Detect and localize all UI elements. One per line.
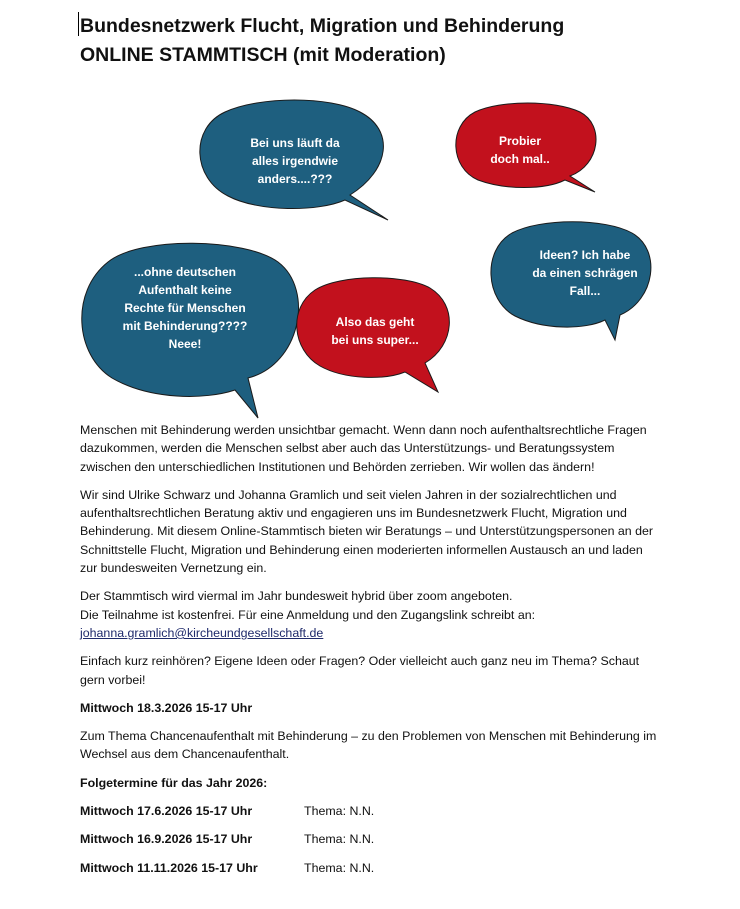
- bubble-1-line: alles irgendwie: [251, 154, 339, 168]
- paragraph-intro: Menschen mit Behinderung werden unsichtbar gemacht. Wenn dann noch aufenthaltsrechtliche Fragen dazukommen, werden die Menschen selbst aber auch das Unterstützungs- und Beratungssystem zwischen den unterschiedlichen Institutionen und Behörden zerrieben. Wir wollen das ändern!: [80, 423, 647, 474]
- bubble-3-text: [515, 246, 655, 300]
- email-link[interactable]: johanna.gramlich@kircheundgesellschaft.de: [80, 625, 324, 640]
- bubble-3-line: Fall...: [569, 284, 601, 298]
- paragraph-about: Wir sind Ulrike Schwarz und Johanna Gramlich und seit vielen Jahren in der sozialrechtlichen und aufenthaltsrechtlichen Beratung aktiv und engagieren uns im Bundesnetzwerk Flucht, Migration und Behinderung. Mit diesem Online-Stammtisch bieten wir Beratungs – und Unterstützungspersonen an der Schnittstelle Flucht, Migration und Behinderung einen moderierten informellen Austausch an und laden zur bundesweiten Vernetzung ein.: [80, 487, 654, 576]
- bubble-3-line: da einen schrägen: [532, 266, 638, 280]
- follow-topic: Thema: N.N.: [304, 804, 375, 819]
- paragraph-invite: Einfach kurz reinhören? Eigene Ideen oder Fragen? Oder vielleicht auch ganz neu im Thema? Schaut gern vorbei!: [80, 654, 640, 687]
- bubble-4-line: ...ohne deutschen: [133, 265, 236, 279]
- bubble-4-line: Rechte für Menschen: [124, 301, 246, 315]
- follow-date: Mittwoch 16.9.2026 15-17 Uhr: [80, 832, 253, 847]
- follow-topic: Thema: N.N.: [304, 832, 375, 847]
- paragraph-topic: Zum Thema Chancenaufenthalt mit Behinderung – zu den Problemen von Menschen mit Behinderung im Wechsel aus dem Chancenaufenthalt.: [80, 729, 657, 762]
- bubble-4-line: mit Behinderung????: [122, 319, 248, 333]
- bubble-1-line: anders....???: [257, 172, 333, 186]
- title-line-1: Bundesnetzwerk Flucht, Migration und Behinderung: [80, 15, 565, 37]
- bubble-4-line: Neee!: [168, 337, 202, 351]
- follow-topic: Thema: N.N.: [304, 860, 375, 875]
- bubble-2-text: [470, 132, 570, 168]
- bubble-5-text: [315, 313, 435, 349]
- speech-bubbles-graphic: [0, 0, 740, 420]
- bubble-2-line: Probier: [498, 134, 541, 148]
- follow-date-row: [80, 830, 660, 848]
- registration-line-1: Der Stammtisch wird viermal im Jahr bundesweit hybrid über zoom angeboten.: [80, 589, 513, 604]
- bubble-2-line: doch mal..: [490, 152, 550, 166]
- body-text: [80, 421, 660, 887]
- registration-line-2: Die Teilnahme ist kostenfrei. Für eine Anmeldung und den Zugangslink schreibt an:: [80, 607, 536, 622]
- follow-date-row: [80, 802, 660, 820]
- bubble-1-line: Bei uns läuft da: [250, 136, 340, 150]
- bubble-1-text: [230, 134, 360, 188]
- bubble-5-line: Also das geht: [335, 315, 415, 329]
- bubble-4-line: Aufenthalt keine: [138, 283, 232, 297]
- follow-date: Mittwoch 17.6.2026 15-17 Uhr: [80, 804, 253, 819]
- bubble-5-line: bei uns super...: [331, 333, 419, 347]
- follow-date: Mittwoch 11.11.2026 15-17 Uhr: [80, 860, 258, 875]
- paragraph-registration: [80, 587, 660, 642]
- main-date: Mittwoch 18.3.2026 15-17 Uhr: [80, 700, 253, 715]
- title-line-2: ONLINE STAMMTISCH (mit Moderation): [80, 44, 446, 66]
- bubble-3-line: Ideen? Ich habe: [539, 248, 631, 262]
- bubble-4-text: [110, 263, 260, 353]
- follow-date-row: [80, 859, 660, 877]
- follow-dates-heading: Folgetermine für das Jahr 2026:: [80, 775, 268, 790]
